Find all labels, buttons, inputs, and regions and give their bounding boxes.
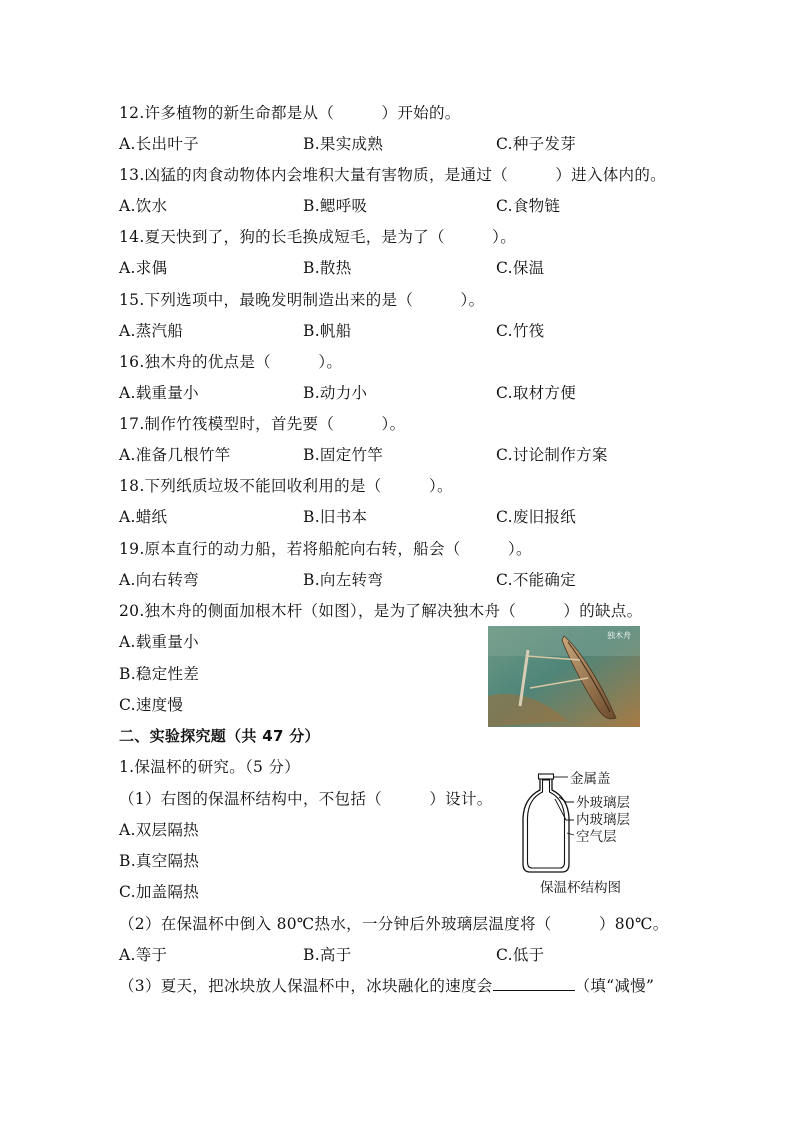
question-17-option-a: A.准备几根竹竿 <box>119 446 231 464</box>
question-20-option-c: C.速度慢 <box>119 696 184 714</box>
sub-question-3-text-before: （3）夏天，把冰块放人保温杯中，冰块融化的速度会 <box>119 977 493 995</box>
canoe-photo <box>488 626 640 727</box>
sub-question-2-stem: （2）在保温杯中倒入 80℃热水，一分钟后外玻璃层温度将（ ）80℃。 <box>119 915 669 933</box>
question-16-option-c: C.取材方便 <box>496 384 577 402</box>
sub-question-2-option-c: C.低于 <box>496 946 545 964</box>
question-13-option-b: B.鳃呼吸 <box>303 197 368 215</box>
label-air-layer: 空气层 <box>576 829 617 845</box>
diagram-caption: 保温杯结构图 <box>540 880 621 896</box>
question-20-option-a: A.载重量小 <box>119 633 199 651</box>
question-12-stem: 12.许多植物的新生命都是从（ ）开始的。 <box>119 104 461 122</box>
question-13-option-c: C.食物链 <box>496 197 561 215</box>
label-metal-lid: 金属盖 <box>570 771 611 787</box>
question-17-option-b: B.固定竹竿 <box>303 446 384 464</box>
answer-blank[interactable] <box>493 976 575 991</box>
question-12-option-a: A.长出叶子 <box>119 135 199 153</box>
question-14-option-b: B.散热 <box>303 259 352 277</box>
section-2-q1-title: 1.保温杯的研究。（5 分） <box>119 758 301 776</box>
question-18-stem: 18.下列纸质垃圾不能回收利用的是（ ）。 <box>119 477 453 495</box>
sub-question-1-option-c: C.加盖隔热 <box>119 883 200 901</box>
question-16-option-b: B.动力小 <box>303 384 368 402</box>
question-16-stem: 16.独木舟的优点是（ ）。 <box>119 353 343 371</box>
question-19-stem: 19.原本直行的动力船，若将船舵向右转，船会（ ）。 <box>119 540 532 558</box>
section-2-title: 二、实验探究题（共 47 分） <box>119 727 320 745</box>
question-15-option-b: B.帆船 <box>303 322 352 340</box>
question-16-option-a: A.载重量小 <box>119 384 199 402</box>
sub-question-1-option-a: A.双层隔热 <box>119 821 199 839</box>
question-13-option-a: A.饮水 <box>119 197 168 215</box>
question-13-stem: 13.凶猛的肉食动物体内会堆积大量有害物质，是通过（ ）进入体内的。 <box>119 166 666 184</box>
question-12-option-c: C.种子发芽 <box>496 135 577 153</box>
sub-question-2-option-b: B.高于 <box>303 946 352 964</box>
label-outer-glass: 外玻璃层 <box>576 795 630 811</box>
question-19-option-c: C.不能确定 <box>496 571 577 589</box>
sub-question-2-option-a: A.等于 <box>119 946 168 964</box>
question-18-option-b: B.旧书本 <box>303 508 368 526</box>
thermos-structure-diagram <box>510 768 660 898</box>
question-17-stem: 17.制作竹筏模型时，首先要（ ）。 <box>119 415 406 433</box>
sub-question-3-text-after: （填“减慢” <box>574 977 655 995</box>
question-14-option-a: A.求偶 <box>119 259 168 277</box>
photo-label: 独木舟 <box>607 631 631 640</box>
question-15-stem: 15.下列选项中，最晚发明制造出来的是（ ）。 <box>119 291 485 309</box>
question-14-option-c: C.保温 <box>496 259 545 277</box>
question-14-stem: 14.夏天快到了，狗的长毛换成短毛，是为了（ ）。 <box>119 228 517 246</box>
sub-question-3-stem <box>119 976 654 996</box>
sub-question-1-option-b: B.真空隔热 <box>119 852 200 870</box>
question-18-option-a: A.蜡纸 <box>119 508 168 526</box>
question-20-option-b: B.稳定性差 <box>119 665 200 683</box>
sub-question-1-stem: （1）右图的保温杯结构中，不包括（ ）设计。 <box>119 790 493 808</box>
question-20-stem: 20.独木舟的侧面加根木杆（如图），是为了解决独木舟（ ）的缺点。 <box>119 602 643 620</box>
question-18-option-c: C.废旧报纸 <box>496 508 577 526</box>
question-15-option-a: A.蒸汽船 <box>119 322 184 340</box>
question-12-option-b: B.果实成熟 <box>303 135 384 153</box>
question-19-option-a: A.向右转弯 <box>119 571 199 589</box>
question-15-option-c: C.竹筏 <box>496 322 545 340</box>
label-inner-glass: 内玻璃层 <box>576 812 630 828</box>
question-17-option-c: C.讨论制作方案 <box>496 446 608 464</box>
question-19-option-b: B.向左转弯 <box>303 571 384 589</box>
